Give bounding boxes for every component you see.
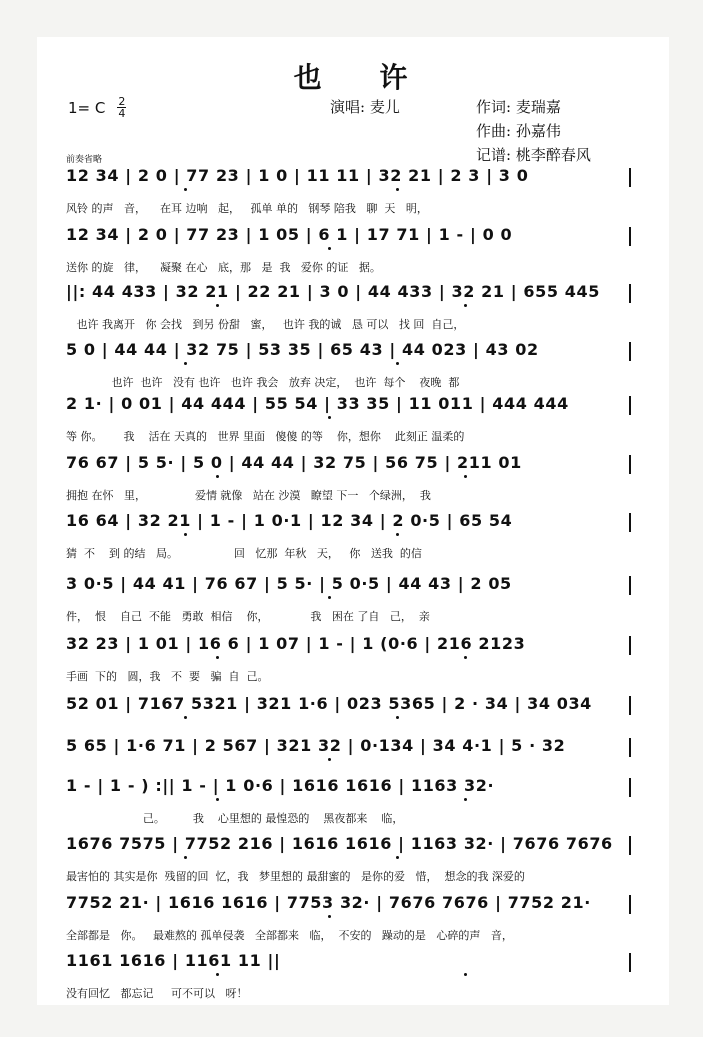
score-row xyxy=(0,893,703,955)
barline xyxy=(629,696,631,715)
barline xyxy=(629,342,631,361)
score-row xyxy=(0,951,703,1013)
octave-dot xyxy=(396,533,399,536)
score-row xyxy=(0,166,703,228)
octave-dot xyxy=(396,362,399,365)
notation-line: 1 - | 1 - ) :|| 1 - | 1 0·6 | 1616 1616 | 1163 32· xyxy=(66,776,495,795)
octave-dots xyxy=(66,856,631,866)
score-row xyxy=(0,776,703,838)
composer-credit: 作曲: 孙嘉伟 xyxy=(476,122,561,140)
octave-dot xyxy=(328,596,331,599)
octave-dot xyxy=(464,656,467,659)
barline xyxy=(629,953,631,972)
octave-dots xyxy=(66,416,631,426)
notation-line: 12 34 | 2 0 | 77 23 | 1 05 | 6 1 | 17 71 | 1 - | 0 0 xyxy=(66,225,513,244)
octave-dot xyxy=(216,656,219,659)
octave-dot xyxy=(184,362,187,365)
barline xyxy=(629,227,631,246)
notation-line: 76 67 | 5 5· | 5 0 | 44 44 | 32 75 | 56 75 | 211 01 xyxy=(66,453,522,472)
octave-dot xyxy=(464,475,467,478)
score-row xyxy=(0,834,703,896)
octave-dot xyxy=(328,915,331,918)
octave-dots xyxy=(66,304,631,314)
lyric-line: 送你 的旋 律， 凝聚 在心 底，那 是 我 爱你 的证 据。 xyxy=(66,261,381,274)
octave-dot xyxy=(216,973,219,976)
octave-dot xyxy=(184,856,187,859)
octave-dot xyxy=(184,533,187,536)
octave-dots xyxy=(66,188,631,198)
intro-omitted-note: 前奏省略 xyxy=(66,155,103,165)
barline xyxy=(629,576,631,595)
notation-line: ||: 44 433 | 32 21 | 22 21 | 3 0 | 44 433 | 32 21 | 655 445 xyxy=(66,282,600,301)
notation-line: 7752 21· | 1616 1616 | 7753 32· | 7676 7676 | 7752 21· xyxy=(66,893,591,912)
barline xyxy=(629,284,631,303)
lyric-line: 风铃 的声 音， 在耳 边响 起， 孤单 单的 钢琴 陪我 聊 天 明， xyxy=(66,202,428,215)
score-row xyxy=(0,574,703,636)
score-row xyxy=(0,394,703,456)
score-row xyxy=(0,340,703,402)
time-signature xyxy=(117,96,126,119)
barline xyxy=(629,778,631,797)
notation-line: 5 65 | 1·6 71 | 2 567 | 321 32 | 0·134 | 34 4·1 | 5 · 32 xyxy=(66,736,566,755)
notation-line: 32 23 | 1 01 | 16 6 | 1 07 | 1 - | 1 (0·6 | 216 2123 xyxy=(66,634,526,653)
octave-dot xyxy=(184,188,187,191)
time-signature-bottom: 4 xyxy=(118,107,126,120)
lyric-line: 也许 我离开 你 会找 到另 份甜 蜜， 也许 我的诚 恳 可以 找 回 自己， xyxy=(66,318,465,331)
lyric-line: 手画 下的 圆，我 不 要 骗 自 己。 xyxy=(66,670,269,683)
lyric-line: 没有回忆 都忘记 可不可以 呀！ xyxy=(66,987,248,1000)
octave-dot xyxy=(464,973,467,976)
score-row xyxy=(0,511,703,573)
score-row xyxy=(0,225,703,287)
octave-dot xyxy=(396,188,399,191)
octave-dots xyxy=(66,915,631,925)
octave-dot xyxy=(396,716,399,719)
notation-line: 1676 7575 | 7752 216 | 1616 1616 | 1163 32· | 7676 7676 xyxy=(66,834,613,853)
lyric-line: 也许 也许 没有 也许 也许 我会 放弃 决定， 也许 每个 夜晚 都 xyxy=(66,376,460,389)
octave-dots xyxy=(66,362,631,372)
octave-dot xyxy=(396,856,399,859)
octave-dots xyxy=(66,533,631,543)
barline xyxy=(629,636,631,655)
lyric-line: 最害怕的 其实是你 残留的回 忆，我 梦里想的 最甜蜜的 是你的爱 惜， 想念的我 深爱的 xyxy=(66,870,525,883)
transcriber-credit: 记谱: 桃李醉春风 xyxy=(476,146,591,164)
song-title: 也 许 xyxy=(293,61,432,94)
octave-dots xyxy=(66,973,631,983)
lyricist-credit: 作词: 麦瑞嘉 xyxy=(476,98,561,116)
octave-dot xyxy=(328,416,331,419)
singer-credit: 演唱: 麦儿 xyxy=(330,98,400,116)
octave-dots xyxy=(66,596,631,606)
octave-dot xyxy=(216,475,219,478)
barline xyxy=(629,738,631,757)
key-signature xyxy=(68,96,126,119)
lyric-line: 猜 不 到 的结 局。 回 忆那 年秋 天， 你 送我 的信 xyxy=(66,547,422,560)
octave-dots xyxy=(66,475,631,485)
octave-dot xyxy=(184,716,187,719)
octave-dot xyxy=(216,798,219,801)
notation-line: 52 01 | 7167 5321 | 321 1·6 | 023 5365 | 2 · 34 | 34 034 xyxy=(66,694,592,713)
octave-dots xyxy=(66,798,631,808)
lyric-line: 件， 恨 自己 不能 勇敢 相信 你， 我 困在 了自 己， 亲 xyxy=(66,610,430,623)
notation-line: 2 1· | 0 01 | 44 444 | 55 54 | 33 35 | 11 011 | 444 444 xyxy=(66,394,569,413)
notation-line: 12 34 | 2 0 | 77 23 | 1 0 | 11 11 | 32 21 | 2 3 | 3 0 xyxy=(66,166,529,185)
lyric-line: 拥抱 在怀 里， 爱情 就像 站在 沙漠 瞭望 下一 个绿洲， 我 xyxy=(66,489,431,502)
octave-dots xyxy=(66,656,631,666)
octave-dots xyxy=(66,716,631,726)
octave-dot xyxy=(464,798,467,801)
score-row xyxy=(0,634,703,696)
barline xyxy=(629,836,631,855)
score-row xyxy=(0,453,703,515)
octave-dots xyxy=(66,247,631,257)
barline xyxy=(629,895,631,914)
octave-dot xyxy=(328,247,331,250)
notation-line: 16 64 | 32 21 | 1 - | 1 0·1 | 12 34 | 2 0·5 | 65 54 xyxy=(66,511,513,530)
octave-dots xyxy=(66,758,631,768)
barline xyxy=(629,513,631,532)
octave-dot xyxy=(464,304,467,307)
octave-dot xyxy=(216,304,219,307)
barline xyxy=(629,396,631,415)
notation-line: 5 0 | 44 44 | 32 75 | 53 35 | 65 43 | 44 023 | 43 02 xyxy=(66,340,539,359)
score-row xyxy=(0,282,703,344)
notation-line: 3 0·5 | 44 41 | 76 67 | 5 5· | 5 0·5 | 44 43 | 2 05 xyxy=(66,574,512,593)
barline xyxy=(629,168,631,187)
octave-dot xyxy=(328,758,331,761)
lyric-line: 等 你。 我 活在 天真的 世界 里面 傻傻 的等 你，想你 此刻正 温柔的 xyxy=(66,430,465,443)
lyric-line: 全部都是 你。 最难熬的 孤单侵袭 全部都来 临， 不安的 躁动的是 心碎的声 音， xyxy=(66,929,513,942)
barline xyxy=(629,455,631,474)
notation-line: 1161 1616 | 1161 11 || xyxy=(66,951,281,970)
key-label: 1= C xyxy=(68,98,106,117)
time-signature-top: 2 xyxy=(118,95,126,108)
lyric-line: 己。 我 心里想的 最惶恐的 黑夜都来 临， xyxy=(66,812,404,825)
